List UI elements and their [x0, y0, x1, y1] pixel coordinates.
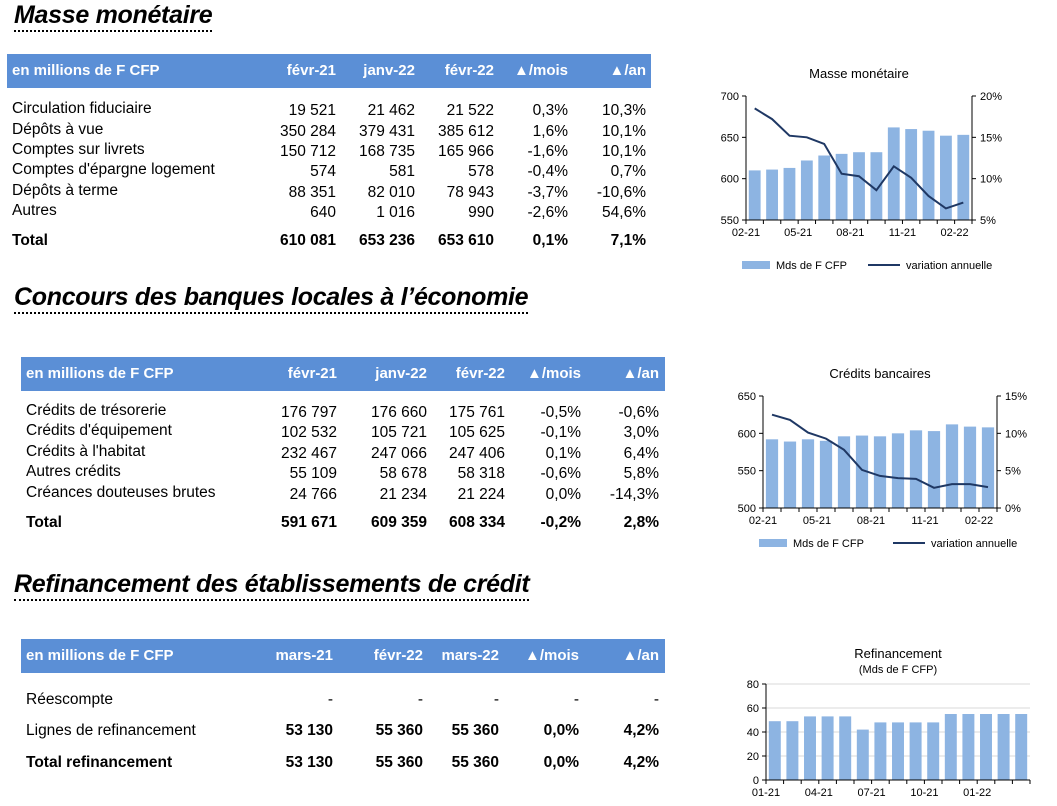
- row-value: -0,5%: [540, 404, 581, 421]
- bar: [784, 442, 796, 508]
- column-header: févr-22: [373, 647, 423, 664]
- chart-title: Refinancement: [854, 646, 942, 661]
- bar: [982, 427, 994, 508]
- x-tick-label: 10-21: [910, 787, 939, 799]
- chart-svg: [715, 364, 1045, 556]
- bar: [980, 714, 992, 780]
- x-tick-label: 11-21: [888, 227, 917, 239]
- chart-refinancement: [730, 642, 1040, 806]
- bar: [822, 716, 834, 780]
- column-header: févr-22: [455, 365, 505, 382]
- row-value: 0,0%: [543, 722, 579, 739]
- bar: [923, 131, 935, 220]
- y-tick-label: 40: [746, 727, 759, 739]
- row-value: -2,6%: [527, 204, 568, 221]
- y2-tick-label: 0%: [1005, 503, 1021, 515]
- row-value: 10,3%: [602, 102, 646, 119]
- row-label: Lignes de refinancement: [26, 722, 196, 739]
- y2-tick-label: 10%: [980, 173, 1003, 186]
- header-unit-label: en millions de F CFP: [26, 647, 174, 664]
- column-header: ▲/mois: [524, 647, 579, 664]
- legend-label: variation annuelle: [931, 538, 1018, 550]
- column-header: ▲/an: [609, 62, 646, 79]
- table-header-bar: [21, 357, 665, 391]
- bar: [910, 722, 922, 780]
- bar: [945, 714, 957, 780]
- total-value: 53 130: [285, 754, 333, 771]
- row-value: 385 612: [437, 123, 494, 140]
- row-value: 55 360: [451, 722, 499, 739]
- chart-title: Masse monétaire: [809, 66, 909, 81]
- bar: [836, 154, 848, 220]
- total-value: 610 081: [279, 232, 336, 249]
- legend-swatch-bar: [742, 261, 770, 269]
- row-value: 578: [468, 163, 494, 180]
- chart-credits-bancaires: [715, 364, 1045, 556]
- row-label: Dépôts à terme: [12, 182, 118, 199]
- y-tick-label: 650: [720, 132, 739, 145]
- chart-title: Crédits bancaires: [829, 366, 931, 381]
- row-value: -14,3%: [609, 486, 659, 503]
- total-label: Total: [12, 232, 48, 249]
- section-title-text: Refinancement des établissements de crédit: [14, 570, 529, 601]
- column-header: janv-22: [375, 365, 427, 382]
- y-tick-label: 0: [752, 775, 759, 787]
- bar: [892, 722, 904, 780]
- row-value: 0,1%: [545, 445, 581, 462]
- row-value: 640: [310, 204, 336, 221]
- row-value: 4,2%: [623, 722, 659, 739]
- row-value: 0,7%: [610, 163, 646, 180]
- column-header: févr-22: [444, 62, 494, 79]
- row-value: 21 522: [446, 102, 494, 119]
- x-tick-label: 02-21: [748, 515, 778, 527]
- row-value: 55 360: [375, 722, 423, 739]
- total-value: 0,0%: [543, 754, 579, 771]
- section-title-masse-monetaire: [14, 0, 212, 30]
- bar: [857, 730, 869, 780]
- row-value: 53 130: [285, 722, 333, 739]
- bar: [874, 436, 886, 508]
- row-value: -1,6%: [527, 143, 568, 160]
- row-value: 10,1%: [602, 143, 646, 160]
- row-value: 105 625: [448, 424, 505, 441]
- total-value: 55 360: [451, 754, 499, 771]
- total-value: -0,2%: [540, 514, 581, 531]
- legend-swatch-bar: [759, 539, 787, 547]
- total-value: 4,2%: [623, 754, 659, 771]
- row-value: 54,6%: [602, 204, 646, 221]
- row-value: 1 016: [376, 204, 415, 221]
- row-value: 21 224: [457, 486, 505, 503]
- total-value: 591 671: [280, 514, 337, 531]
- row-value: 990: [468, 204, 494, 221]
- row-value: 58 678: [379, 465, 427, 482]
- row-value: 574: [310, 163, 336, 180]
- row-label: Réescompte: [26, 691, 114, 708]
- total-value: 653 236: [358, 232, 415, 249]
- row-value: -3,7%: [527, 184, 568, 201]
- bar: [804, 716, 816, 780]
- bar: [820, 441, 832, 508]
- column-header: ▲/an: [622, 365, 659, 382]
- y-tick-label: 600: [720, 173, 739, 186]
- x-tick-label: 05-21: [802, 515, 832, 527]
- total-value: 7,1%: [610, 232, 646, 249]
- total-value: 608 334: [448, 514, 505, 531]
- section-title-refinancement: [14, 569, 529, 599]
- total-value: 653 610: [437, 232, 494, 249]
- bar: [784, 168, 796, 220]
- y2-tick-label: 5%: [1005, 465, 1021, 478]
- row-value: -: [653, 691, 659, 708]
- row-value: 165 966: [437, 143, 494, 160]
- column-header: ▲/mois: [513, 62, 568, 79]
- total-value: 609 359: [370, 514, 427, 531]
- y-tick-label: 600: [737, 428, 756, 441]
- x-tick-label: 01-21: [751, 787, 781, 799]
- bar: [962, 714, 974, 780]
- row-label: Autres: [12, 202, 57, 219]
- bar: [957, 135, 969, 220]
- row-label: Comptes sur livrets: [12, 141, 145, 158]
- row-value: 5,8%: [623, 465, 659, 482]
- column-header: ▲/an: [622, 647, 659, 664]
- row-value: 6,4%: [623, 445, 659, 462]
- bar: [769, 721, 781, 780]
- row-label: Autres crédits: [26, 463, 121, 480]
- row-value: 176 797: [280, 404, 337, 421]
- x-tick-label: 05-21: [784, 227, 813, 239]
- section-title-concours-banques: [14, 282, 528, 312]
- bar: [853, 152, 865, 220]
- row-value: 247 066: [370, 445, 427, 462]
- row-label: Comptes d'épargne logement: [12, 161, 215, 178]
- bar: [801, 160, 813, 220]
- column-header: mars-21: [275, 647, 333, 664]
- legend-label: Mds de F CFP: [793, 538, 864, 550]
- x-tick-label: 08-21: [836, 227, 865, 239]
- bar: [998, 714, 1010, 780]
- bar: [964, 427, 976, 508]
- x-tick-label: 02-21: [731, 227, 761, 239]
- row-value: 102 532: [280, 424, 337, 441]
- bar: [818, 156, 830, 220]
- y-tick-label: 60: [746, 703, 759, 715]
- chart-svg: [700, 56, 1020, 278]
- x-tick-label: 11-21: [911, 515, 939, 527]
- row-value: 10,1%: [602, 123, 646, 140]
- chart-masse-monetaire: [700, 56, 1020, 278]
- row-value: 150 712: [279, 143, 336, 160]
- chart-svg: [730, 642, 1040, 806]
- chart-subtitle: (Mds de F CFP): [858, 664, 938, 676]
- header-unit-label: en millions de F CFP: [26, 365, 174, 382]
- x-tick-label: 02-22: [964, 515, 994, 527]
- bar: [749, 170, 761, 220]
- row-label: Créances douteuses brutes: [26, 484, 216, 501]
- total-value: 0,1%: [532, 232, 568, 249]
- row-value: 0,0%: [545, 486, 581, 503]
- y-tick-label: 700: [720, 91, 739, 103]
- y2-tick-label: 15%: [1005, 391, 1028, 403]
- table-masse-monetaire: [7, 54, 651, 254]
- bar: [946, 424, 958, 508]
- row-value: 176 660: [370, 404, 427, 421]
- y-tick-label: 500: [737, 503, 756, 515]
- row-value: -0,4%: [527, 163, 568, 180]
- table-header-bar: [7, 54, 651, 88]
- bar: [766, 170, 778, 220]
- bar: [802, 439, 814, 508]
- row-label: Crédits d'équipement: [26, 422, 172, 439]
- row-value: 105 721: [370, 424, 427, 441]
- x-tick-label: 02-22: [940, 227, 969, 239]
- table-header-bar: [21, 639, 665, 673]
- row-value: 3,0%: [623, 424, 659, 441]
- bar: [892, 433, 904, 508]
- bar: [874, 722, 886, 780]
- bar: [928, 431, 940, 508]
- row-value: -0,6%: [540, 465, 581, 482]
- row-value: 581: [389, 163, 415, 180]
- row-label: Circulation fiduciaire: [12, 100, 152, 117]
- row-value: 247 406: [448, 445, 505, 462]
- y2-tick-label: 20%: [980, 91, 1003, 103]
- y-tick-label: 650: [737, 391, 756, 403]
- row-label: Crédits de trésorerie: [26, 402, 167, 419]
- column-header: ▲/mois: [526, 365, 581, 382]
- bar: [766, 439, 778, 508]
- y2-tick-label: 15%: [980, 132, 1003, 145]
- row-value: 168 735: [358, 143, 415, 160]
- row-value: 88 351: [288, 184, 336, 201]
- x-tick-label: 07-21: [857, 787, 886, 799]
- total-label: Total refinancement: [26, 754, 173, 771]
- y2-tick-label: 5%: [980, 215, 996, 227]
- row-value: 379 431: [358, 123, 415, 140]
- x-tick-label: 08-21: [856, 515, 886, 527]
- row-value: -0,1%: [540, 424, 581, 441]
- row-label: Dépôts à vue: [12, 121, 104, 138]
- bar: [1015, 714, 1027, 780]
- row-value: -: [417, 691, 423, 708]
- section-title-text: Masse monétaire: [14, 1, 212, 32]
- x-tick-label: 04-21: [804, 787, 833, 799]
- y-tick-label: 550: [720, 215, 739, 227]
- row-label: Crédits à l'habitat: [26, 443, 146, 460]
- column-header: mars-22: [441, 647, 499, 664]
- row-value: 0,3%: [532, 102, 568, 119]
- row-value: 1,6%: [532, 123, 568, 140]
- row-value: 58 318: [457, 465, 505, 482]
- row-value: -10,6%: [596, 184, 646, 201]
- total-value: 55 360: [375, 754, 423, 771]
- row-value: 82 010: [367, 184, 415, 201]
- bar: [927, 722, 939, 780]
- y-tick-label: 20: [746, 751, 759, 763]
- table-refinancement: [21, 639, 665, 779]
- row-value: 78 943: [446, 184, 494, 201]
- row-value: 24 766: [289, 486, 337, 503]
- y-tick-label: 80: [746, 679, 759, 691]
- y2-tick-label: 10%: [1005, 428, 1028, 441]
- row-value: 55 109: [289, 465, 337, 482]
- row-value: 21 462: [367, 102, 415, 119]
- row-value: -: [573, 691, 579, 708]
- row-value: 175 761: [448, 404, 505, 421]
- table-concours-banques: [21, 357, 665, 537]
- bar: [910, 430, 922, 508]
- header-unit-label: en millions de F CFP: [12, 62, 160, 79]
- row-value: 19 521: [288, 102, 336, 119]
- legend-label: variation annuelle: [906, 260, 993, 272]
- row-value: 350 284: [279, 123, 336, 140]
- total-value: 2,8%: [623, 514, 659, 531]
- total-label: Total: [26, 514, 62, 531]
- section-title-text: Concours des banques locales à l’économie: [14, 283, 528, 314]
- legend-label: Mds de F CFP: [776, 260, 847, 272]
- row-value: -: [327, 691, 333, 708]
- column-header: févr-21: [287, 365, 337, 382]
- bar: [786, 721, 798, 780]
- row-value: -0,6%: [618, 404, 659, 421]
- y-tick-label: 550: [737, 465, 756, 478]
- bar: [839, 716, 851, 780]
- column-header: janv-22: [363, 62, 415, 79]
- row-value: 21 234: [379, 486, 427, 503]
- row-value: 232 467: [280, 445, 337, 462]
- x-tick-label: 01-22: [963, 787, 992, 799]
- column-header: févr-21: [286, 62, 336, 79]
- row-value: -: [493, 691, 499, 708]
